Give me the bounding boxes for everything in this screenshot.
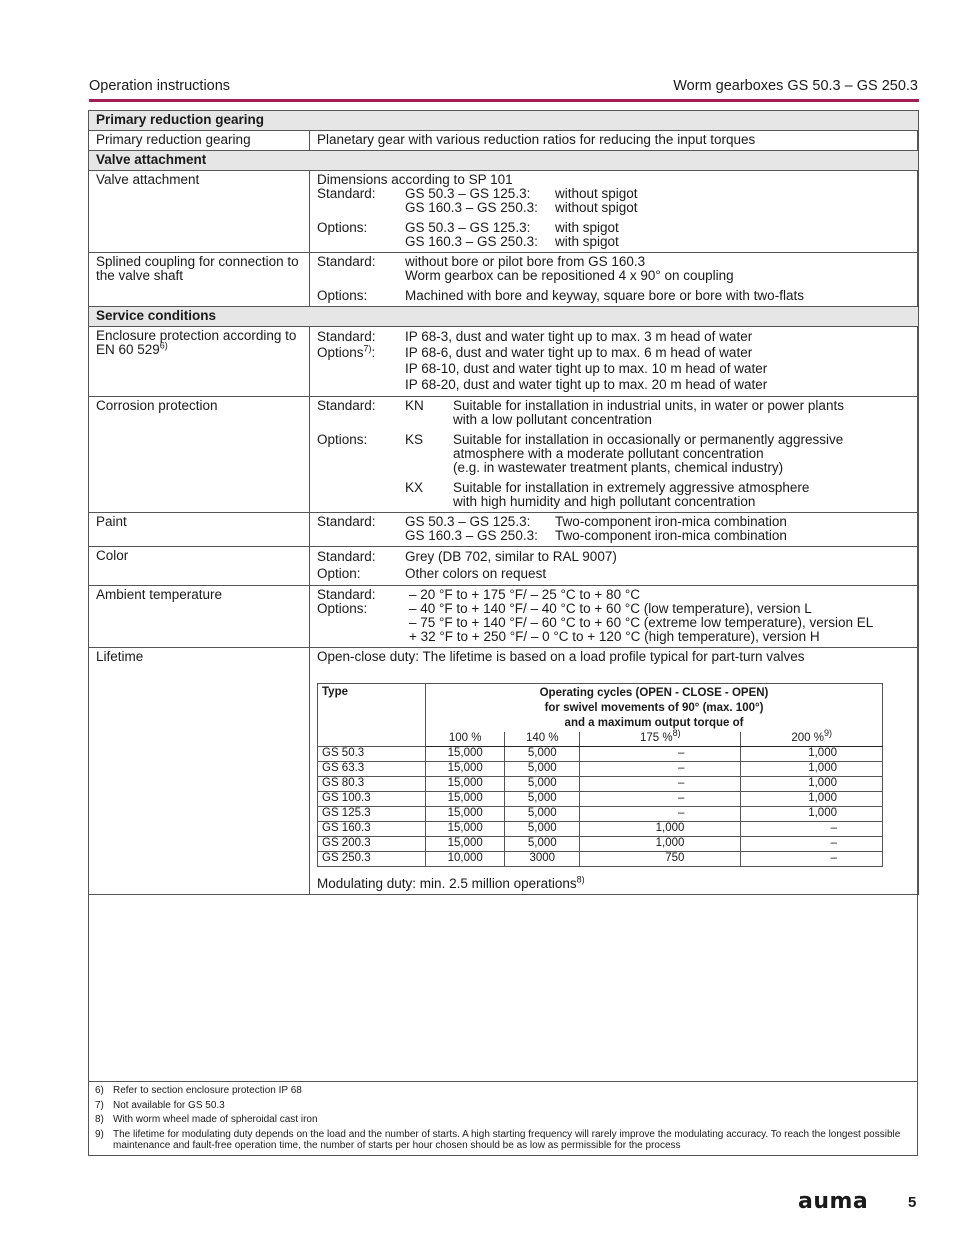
- col-header-200: 200 %$^{9)}$: [741, 732, 883, 747]
- section-header-primary: [89, 111, 919, 131]
- cycles-140-cell: 5,000: [505, 837, 580, 852]
- cycles-200-cell: –: [741, 837, 883, 852]
- cycles-175-cell: –: [580, 792, 741, 807]
- row-label: Color: [89, 547, 310, 586]
- coupling-standard-note: Worm gearbox can be repositioned 4 x 90° on coupling: [405, 268, 734, 283]
- cycles-175-cell: 750: [580, 852, 741, 867]
- header-rule: [89, 99, 919, 102]
- header-title-left: Operation instructions: [89, 78, 231, 94]
- footnote: [88, 1128, 918, 1154]
- coupling-options: Machined with bore and keyway, square bore or bore with two-flats: [405, 288, 804, 303]
- type-header: Type: [318, 684, 426, 747]
- paint-value: Two-component iron-mica combination: [555, 528, 787, 543]
- row-value: [310, 171, 919, 253]
- temperature-range: – 40 °F to + 140 °F/ – 40 °C to + 60 °C (low temperature), version L: [409, 601, 812, 616]
- temperature-range: – 20 °F to + 175 °F/ – 25 °C to + 80 °C: [409, 587, 640, 602]
- type-cell: GS 250.3: [318, 852, 426, 867]
- footnote-text: The lifetime for modulating duty depends on the load and the number of starts. A high starting frequency will rarely improve the modulating accuracy. To reach the longest possible maintenance and fault-free operation time, the number of starts per hour chosen should be as low as permissible for the process: [113, 1128, 901, 1151]
- type-cell: GS 50.3: [318, 747, 426, 762]
- corrosion-class: KN: [405, 398, 424, 413]
- footnote-text: Not available for GS 50.3: [113, 1099, 225, 1111]
- spigot-value: without spigot: [555, 200, 638, 215]
- table-row: [318, 837, 883, 852]
- table-row: [318, 807, 883, 822]
- section-title: Service conditions: [89, 307, 919, 327]
- modulating-duty: Modulating duty: min. 2.5 million operations$^{8)}$: [317, 874, 585, 891]
- cycles-100-cell: 15,000: [426, 837, 505, 852]
- section-header-service: [89, 307, 919, 327]
- table-row: [89, 171, 919, 253]
- page-number: 5: [908, 1194, 917, 1211]
- cycles-140-cell: 5,000: [505, 747, 580, 762]
- cycles-200-cell: –: [741, 852, 883, 867]
- cycles-140-cell: 5,000: [505, 822, 580, 837]
- cycles-100-cell: 10,000: [426, 852, 505, 867]
- type-cell: GS 100.3: [318, 792, 426, 807]
- table-row: [89, 547, 919, 586]
- footnote-number: 6): [95, 1085, 104, 1096]
- lifetime-table: [317, 683, 883, 867]
- ip-rating: IP 68-6, dust and water tight up to max. 6 m head of water: [405, 345, 753, 360]
- cycles-175-cell: 1,000: [580, 822, 741, 837]
- dimensions-text: Dimensions according to SP 101: [317, 172, 513, 187]
- table-row: [318, 852, 883, 867]
- corrosion-desc: with a low pollutant concentration: [453, 412, 652, 427]
- spigot-value: with spigot: [555, 234, 619, 249]
- table-row: [89, 327, 919, 397]
- spigot-value: without spigot: [555, 186, 638, 201]
- spec-table: [88, 110, 919, 895]
- section-title: Valve attachment: [89, 151, 919, 171]
- header-title-right: Worm gearboxes GS 50.3 – GS 250.3: [673, 78, 918, 94]
- type-cell: GS 63.3: [318, 762, 426, 777]
- corrosion-desc: Suitable for installation in industrial units, in water or power plants: [453, 398, 844, 413]
- paint-value: Two-component iron-mica combination: [555, 514, 787, 529]
- footnotes: [88, 1081, 918, 1154]
- temperature-range: + 32 °F to + 250 °F/ – 0 °C to + 120 °C (high temperature), version H: [409, 629, 820, 644]
- standard-label: Standard:: [317, 398, 376, 413]
- cycles-175-cell: –: [580, 762, 741, 777]
- temperature-range: – 75 °F to + 140 °F/ – 60 °C to + 60 °C (extreme low temperature), version EL: [409, 615, 874, 630]
- cycles-header: Operating cycles (OPEN - CLOSE - OPEN) for swivel movements of 90° (max. 100°) and a maximum output torque of: [426, 684, 883, 733]
- cycles-140-cell: 5,000: [505, 792, 580, 807]
- table-row: [318, 822, 883, 837]
- row-label: Lifetime: [89, 648, 310, 895]
- footnote: [88, 1099, 918, 1114]
- cycles-175-cell: 1,000: [580, 837, 741, 852]
- table-row: [89, 131, 919, 151]
- ip-rating: IP 68-10, dust and water tight up to max. 10 m head of water: [405, 361, 768, 376]
- table-row: [89, 253, 919, 307]
- model-range: GS 50.3 – GS 125.3:: [405, 514, 531, 529]
- standard-label: Standard:: [317, 254, 376, 269]
- table-row: [89, 648, 919, 895]
- model-range: GS 160.3 – GS 250.3:: [405, 234, 538, 249]
- corrosion-class: KX: [405, 480, 424, 495]
- table-row: [318, 777, 883, 792]
- row-value: [310, 513, 919, 547]
- section-header-valve: [89, 151, 919, 171]
- table-row: [318, 762, 883, 777]
- lifetime-intro: Open-close duty: The lifetime is based on a load profile typical for part-turn valves: [317, 649, 805, 664]
- table-row: [318, 792, 883, 807]
- row-label: Enclosure protection according to EN 60 529$^{6)}$: [89, 327, 310, 397]
- row-value: [310, 586, 919, 648]
- spigot-value: with spigot: [555, 220, 619, 235]
- standard-label: Standard:: [317, 329, 376, 344]
- row-value: [310, 397, 919, 513]
- cycles-100-cell: 15,000: [426, 747, 505, 762]
- cycles-100-cell: 15,000: [426, 777, 505, 792]
- col-header-100: 100 %: [426, 732, 505, 747]
- cycles-140-cell: 5,000: [505, 777, 580, 792]
- model-range: GS 50.3 – GS 125.3:: [405, 186, 531, 201]
- options-label: Options:: [317, 432, 368, 447]
- cycles-140-cell: 3000: [505, 852, 580, 867]
- cycles-200-cell: 1,000: [741, 807, 883, 822]
- footnote-number: 7): [95, 1099, 104, 1111]
- row-label: Paint: [89, 513, 310, 547]
- corrosion-desc: (e.g. in wastewater treatment plants, chemical industry): [453, 460, 784, 475]
- auma-logo: auma: [798, 1189, 869, 1214]
- color-option: Other colors on request: [405, 565, 547, 581]
- standard-label: Standard:: [317, 514, 376, 529]
- type-cell: GS 80.3: [318, 777, 426, 792]
- cycles-200-cell: 1,000: [741, 792, 883, 807]
- row-label: Primary reduction gearing: [89, 131, 310, 151]
- coupling-standard: without bore or pilot bore from GS 160.3: [405, 254, 646, 269]
- row-value: [310, 253, 919, 307]
- row-value: [310, 648, 919, 895]
- footnote-number: 9): [95, 1128, 104, 1140]
- footnote-text: Refer to section enclosure protection IP 68: [113, 1085, 302, 1096]
- options-label: Options:: [317, 288, 368, 303]
- cycles-100-cell: 15,000: [426, 762, 505, 777]
- table-row: [318, 747, 883, 762]
- type-cell: GS 200.3: [318, 837, 426, 852]
- option-label: Option:: [317, 565, 361, 581]
- cycles-100-cell: 15,000: [426, 792, 505, 807]
- options-label: Options$^{7)}$:: [317, 343, 376, 360]
- footnote: [88, 1113, 918, 1128]
- cycles-200-cell: 1,000: [741, 777, 883, 792]
- section-title: Primary reduction gearing: [89, 111, 919, 131]
- footnote-number: 8): [95, 1114, 104, 1125]
- cycles-200-cell: –: [741, 822, 883, 837]
- ip-rating: IP 68-20, dust and water tight up to max. 20 m head of water: [405, 377, 768, 392]
- standard-label: Standard:: [317, 587, 376, 602]
- model-range: GS 160.3 – GS 250.3:: [405, 528, 538, 543]
- row-label: Corrosion protection: [89, 397, 310, 513]
- type-cell: GS 125.3: [318, 807, 426, 822]
- table-row: [89, 586, 919, 648]
- row-label: Splined coupling for connection to the valve shaft: [89, 253, 310, 307]
- options-label: Options:: [317, 601, 368, 616]
- corrosion-desc: Suitable for installation in occasionally or permanently aggressive: [453, 432, 844, 447]
- ip-rating: IP 68-3, dust and water tight up to max. 3 m head of water: [405, 329, 753, 344]
- cycles-100-cell: 15,000: [426, 822, 505, 837]
- footnote-text: With worm wheel made of spheroidal cast iron: [113, 1114, 318, 1125]
- corrosion-desc: atmosphere with a moderate pollutant concentration: [453, 446, 764, 461]
- cycles-140-cell: 5,000: [505, 762, 580, 777]
- corrosion-desc: with high humidity and high pollutant concentration: [453, 494, 756, 509]
- col-header-140: 140 %: [505, 732, 580, 747]
- table-row: [89, 397, 919, 513]
- cycles-175-cell: –: [580, 777, 741, 792]
- row-value: [310, 327, 919, 397]
- cycles-200-cell: 1,000: [741, 747, 883, 762]
- standard-label: Standard:: [317, 549, 376, 564]
- row-value: Planetary gear with various reduction ratios for reducing the input torques: [310, 131, 919, 151]
- footnote: [88, 1084, 918, 1099]
- model-range: GS 160.3 – GS 250.3:: [405, 200, 538, 215]
- color-value: Grey (DB 702, similar to RAL 9007): [405, 549, 617, 564]
- cycles-200-cell: 1,000: [741, 762, 883, 777]
- corrosion-class: KS: [405, 432, 424, 447]
- row-label: Ambient temperature: [89, 586, 310, 648]
- row-value: [310, 547, 919, 586]
- corrosion-desc: Suitable for installation in extremely aggressive atmosphere: [453, 480, 810, 495]
- options-label: Options:: [317, 220, 368, 235]
- standard-label: Standard:: [317, 186, 376, 201]
- row-label: Valve attachment: [89, 171, 310, 253]
- model-range: GS 50.3 – GS 125.3:: [405, 220, 531, 235]
- cycles-175-cell: –: [580, 747, 741, 762]
- table-row: [89, 513, 919, 547]
- cycles-140-cell: 5,000: [505, 807, 580, 822]
- cycles-100-cell: 15,000: [426, 807, 505, 822]
- type-cell: GS 160.3: [318, 822, 426, 837]
- col-header-175: 175 %$^{8)}$: [580, 732, 741, 747]
- cycles-175-cell: –: [580, 807, 741, 822]
